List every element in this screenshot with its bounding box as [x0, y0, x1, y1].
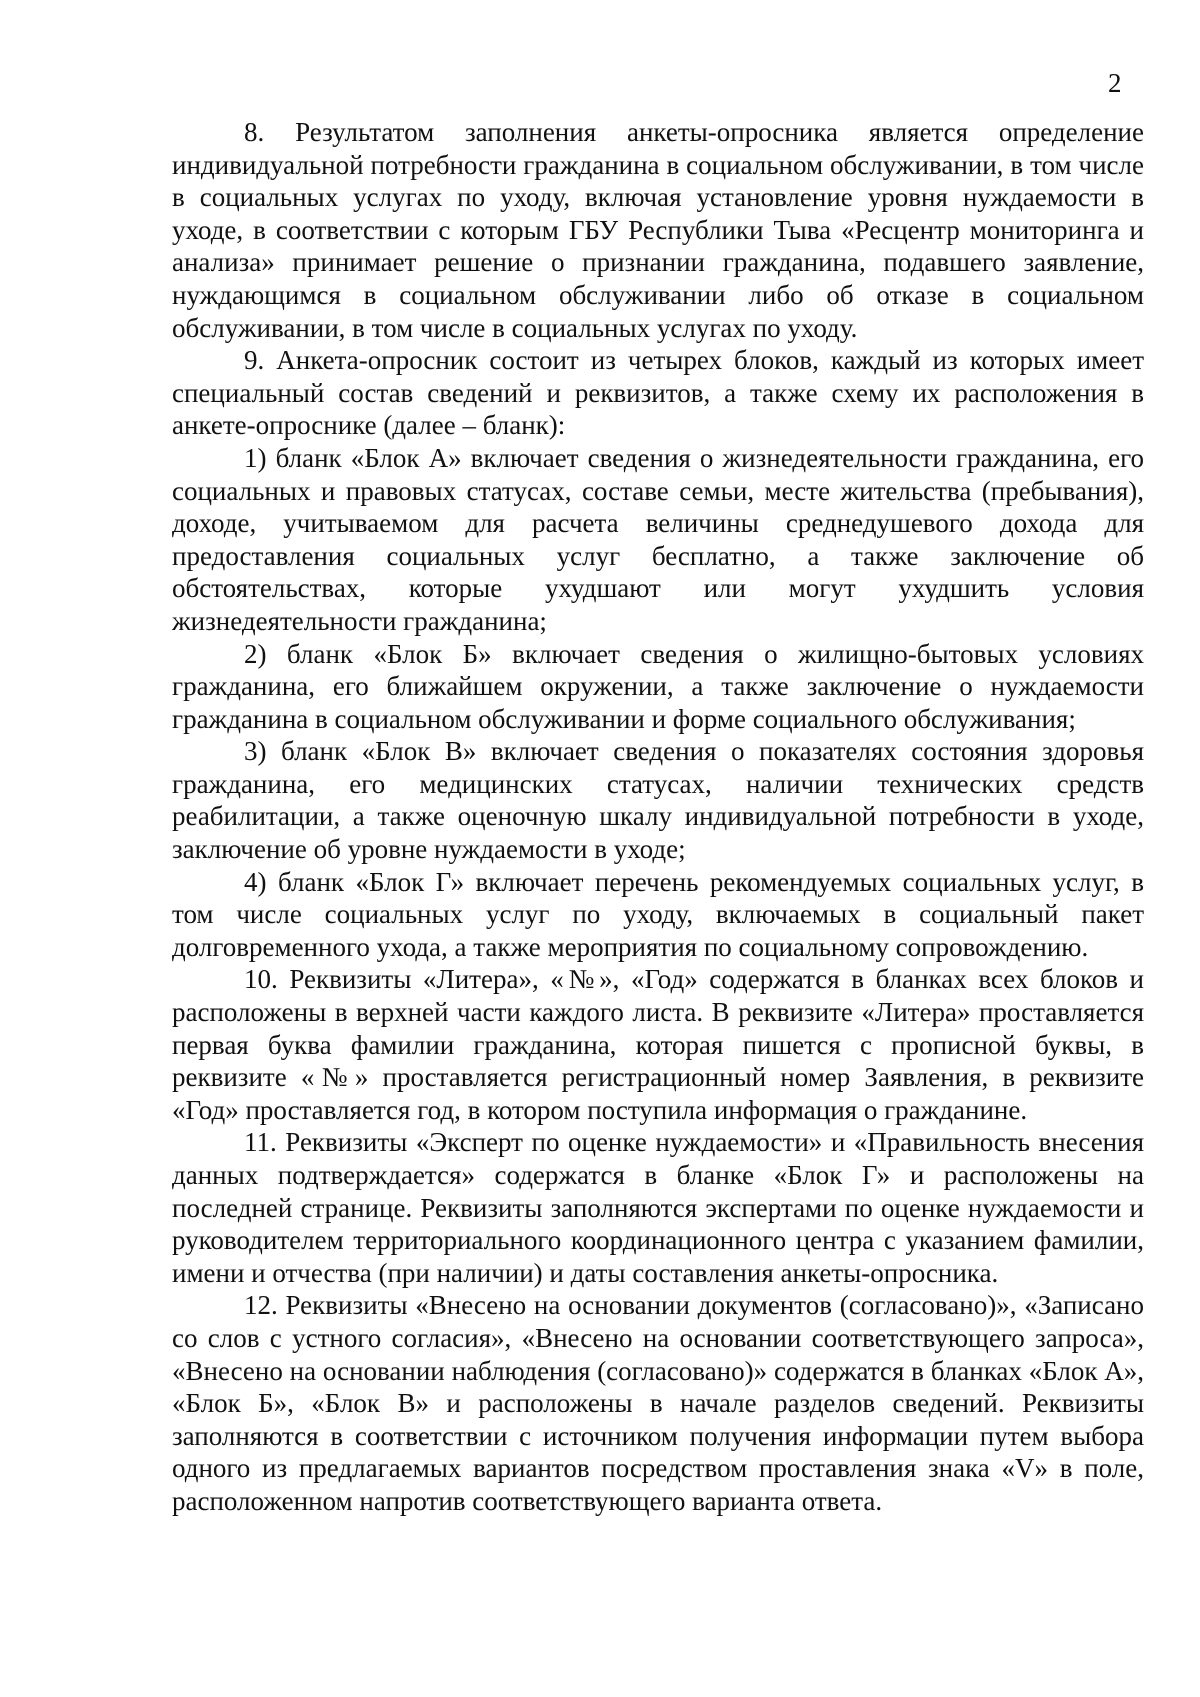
paragraph-8: 8. Результатом заполнения анкеты-опросника является определение индивидуальной потребности гражданина в социальном обслуживании, в том числе в социальных услугах по уходу, включая установление уровня нуждаемости в уходе, в соответствии с которым ГБУ Республики Тыва «Реcцентр мониторинга и анализа» принимает решение о признании гражданина, подавшего заявление, нуждающимся в социальном обслуживании либо об отказе в социальном обслуживании, в том числе в социальных услугах по уходу.	[172, 117, 1144, 343]
paragraph-9-item-3: 3) бланк «Блок В» включает сведения о показателях состояния здоровья гражданина, его медицинских статусах, наличии технических средств реабилитации, а также оценочную шкалу индивидуальной потребности в уходе, заключение об уровне нуждаемости в уходе;	[172, 736, 1144, 865]
page-number: 2	[1108, 68, 1122, 98]
paragraph-9-item-2: 2) бланк «Блок Б» включает сведения о жилищно-бытовых условиях гражданина, его ближайшем окружении, а также заключение о нуждаемости гражданина в социальном обслуживании и форме социального обслуживания;	[172, 638, 1144, 734]
document-body	[172, 116, 1144, 1518]
paragraph-9: 9. Анкета-опросник состоит из четырех блоков, каждый из которых имеет специальный состав сведений и реквизитов, а также схему их расположения в анкете-опроснике (далее – бланк):	[172, 345, 1144, 441]
paragraph-10: 10. Реквизиты «Литера», «№», «Год» содержатся в бланках всех блоков и расположены в верхней части каждого листа. В реквизите «Литера» проставляется первая буква фамилии гражданина, которая пишется с прописной буквы, в реквизите «№» проставляется регистрационный номер Заявления, в реквизите «Год» проставляется год, в котором поступила информация о гражданине.	[172, 964, 1144, 1125]
paragraph-9-item-1: 1) бланк «Блок А» включает сведения о жизнедеятельности гражданина, его социальных и правовых статусах, составе семьи, месте жительства (пребывания), доходе, учитываемом для расчета величины среднедушевого дохода для предоставления социальных услуг бесплатно, а также заключение об обстоятельствах, которые ухудшают или могут ухудшить условия жизнедеятельности гражданина;	[172, 442, 1144, 636]
paragraph-9-item-4: 4) бланк «Блок Г» включает перечень рекомендуемых социальных услуг, в том числе социальных услуг по уходу, включаемых в социальный пакет долговременного ухода, а также мероприятия по социальному сопровождению.	[172, 866, 1144, 962]
paragraph-12: 12. Реквизиты «Внесено на основании документов (согласовано)», «Записано со слов с устного согласия», «Внесено на основании соответствующего запроса», «Внесено на основании наблюдения (согласовано)» содержатся в бланках «Блок А», «Блок Б», «Блок В» и расположены в начале разделов сведений. Реквизиты заполняются в соответствии с источником получения информации путем выбора одного из предлагаемых вариантов посредством проставления знака «V» в поле, расположенном напротив соответствующего варианта ответа.	[172, 1290, 1144, 1516]
paragraph-11: 11. Реквизиты «Эксперт по оценке нуждаемости» и «Правильность внесения данных подтверждается» содержатся в бланке «Блок Г» и расположены на последней странице. Реквизиты заполняются экспертами по оценке нуждаемости и руководителем территориального координационного центра с указанием фамилии, имени и отчества (при наличии) и даты составления анкеты-опросника.	[172, 1127, 1144, 1288]
